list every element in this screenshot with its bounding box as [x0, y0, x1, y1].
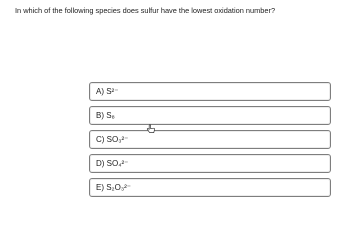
option-d[interactable]	[89, 154, 331, 173]
option-a[interactable]	[89, 82, 331, 101]
option-e-label: E) S₂O₃²⁻	[96, 183, 132, 192]
option-b[interactable]	[89, 106, 331, 125]
option-c[interactable]	[89, 130, 331, 149]
answer-options	[89, 82, 331, 202]
option-e[interactable]	[89, 178, 331, 197]
option-c-label: C) SO₃²⁻	[96, 135, 129, 144]
option-a-label: A) S²⁻	[96, 87, 119, 96]
option-d-label: D) SO₄²⁻	[96, 159, 129, 168]
option-b-label: B) S₈	[96, 111, 115, 120]
question-text: In which of the following species does sulfur have the lowest oxidation number?	[15, 6, 276, 15]
hand-pointer-icon	[146, 124, 156, 134]
